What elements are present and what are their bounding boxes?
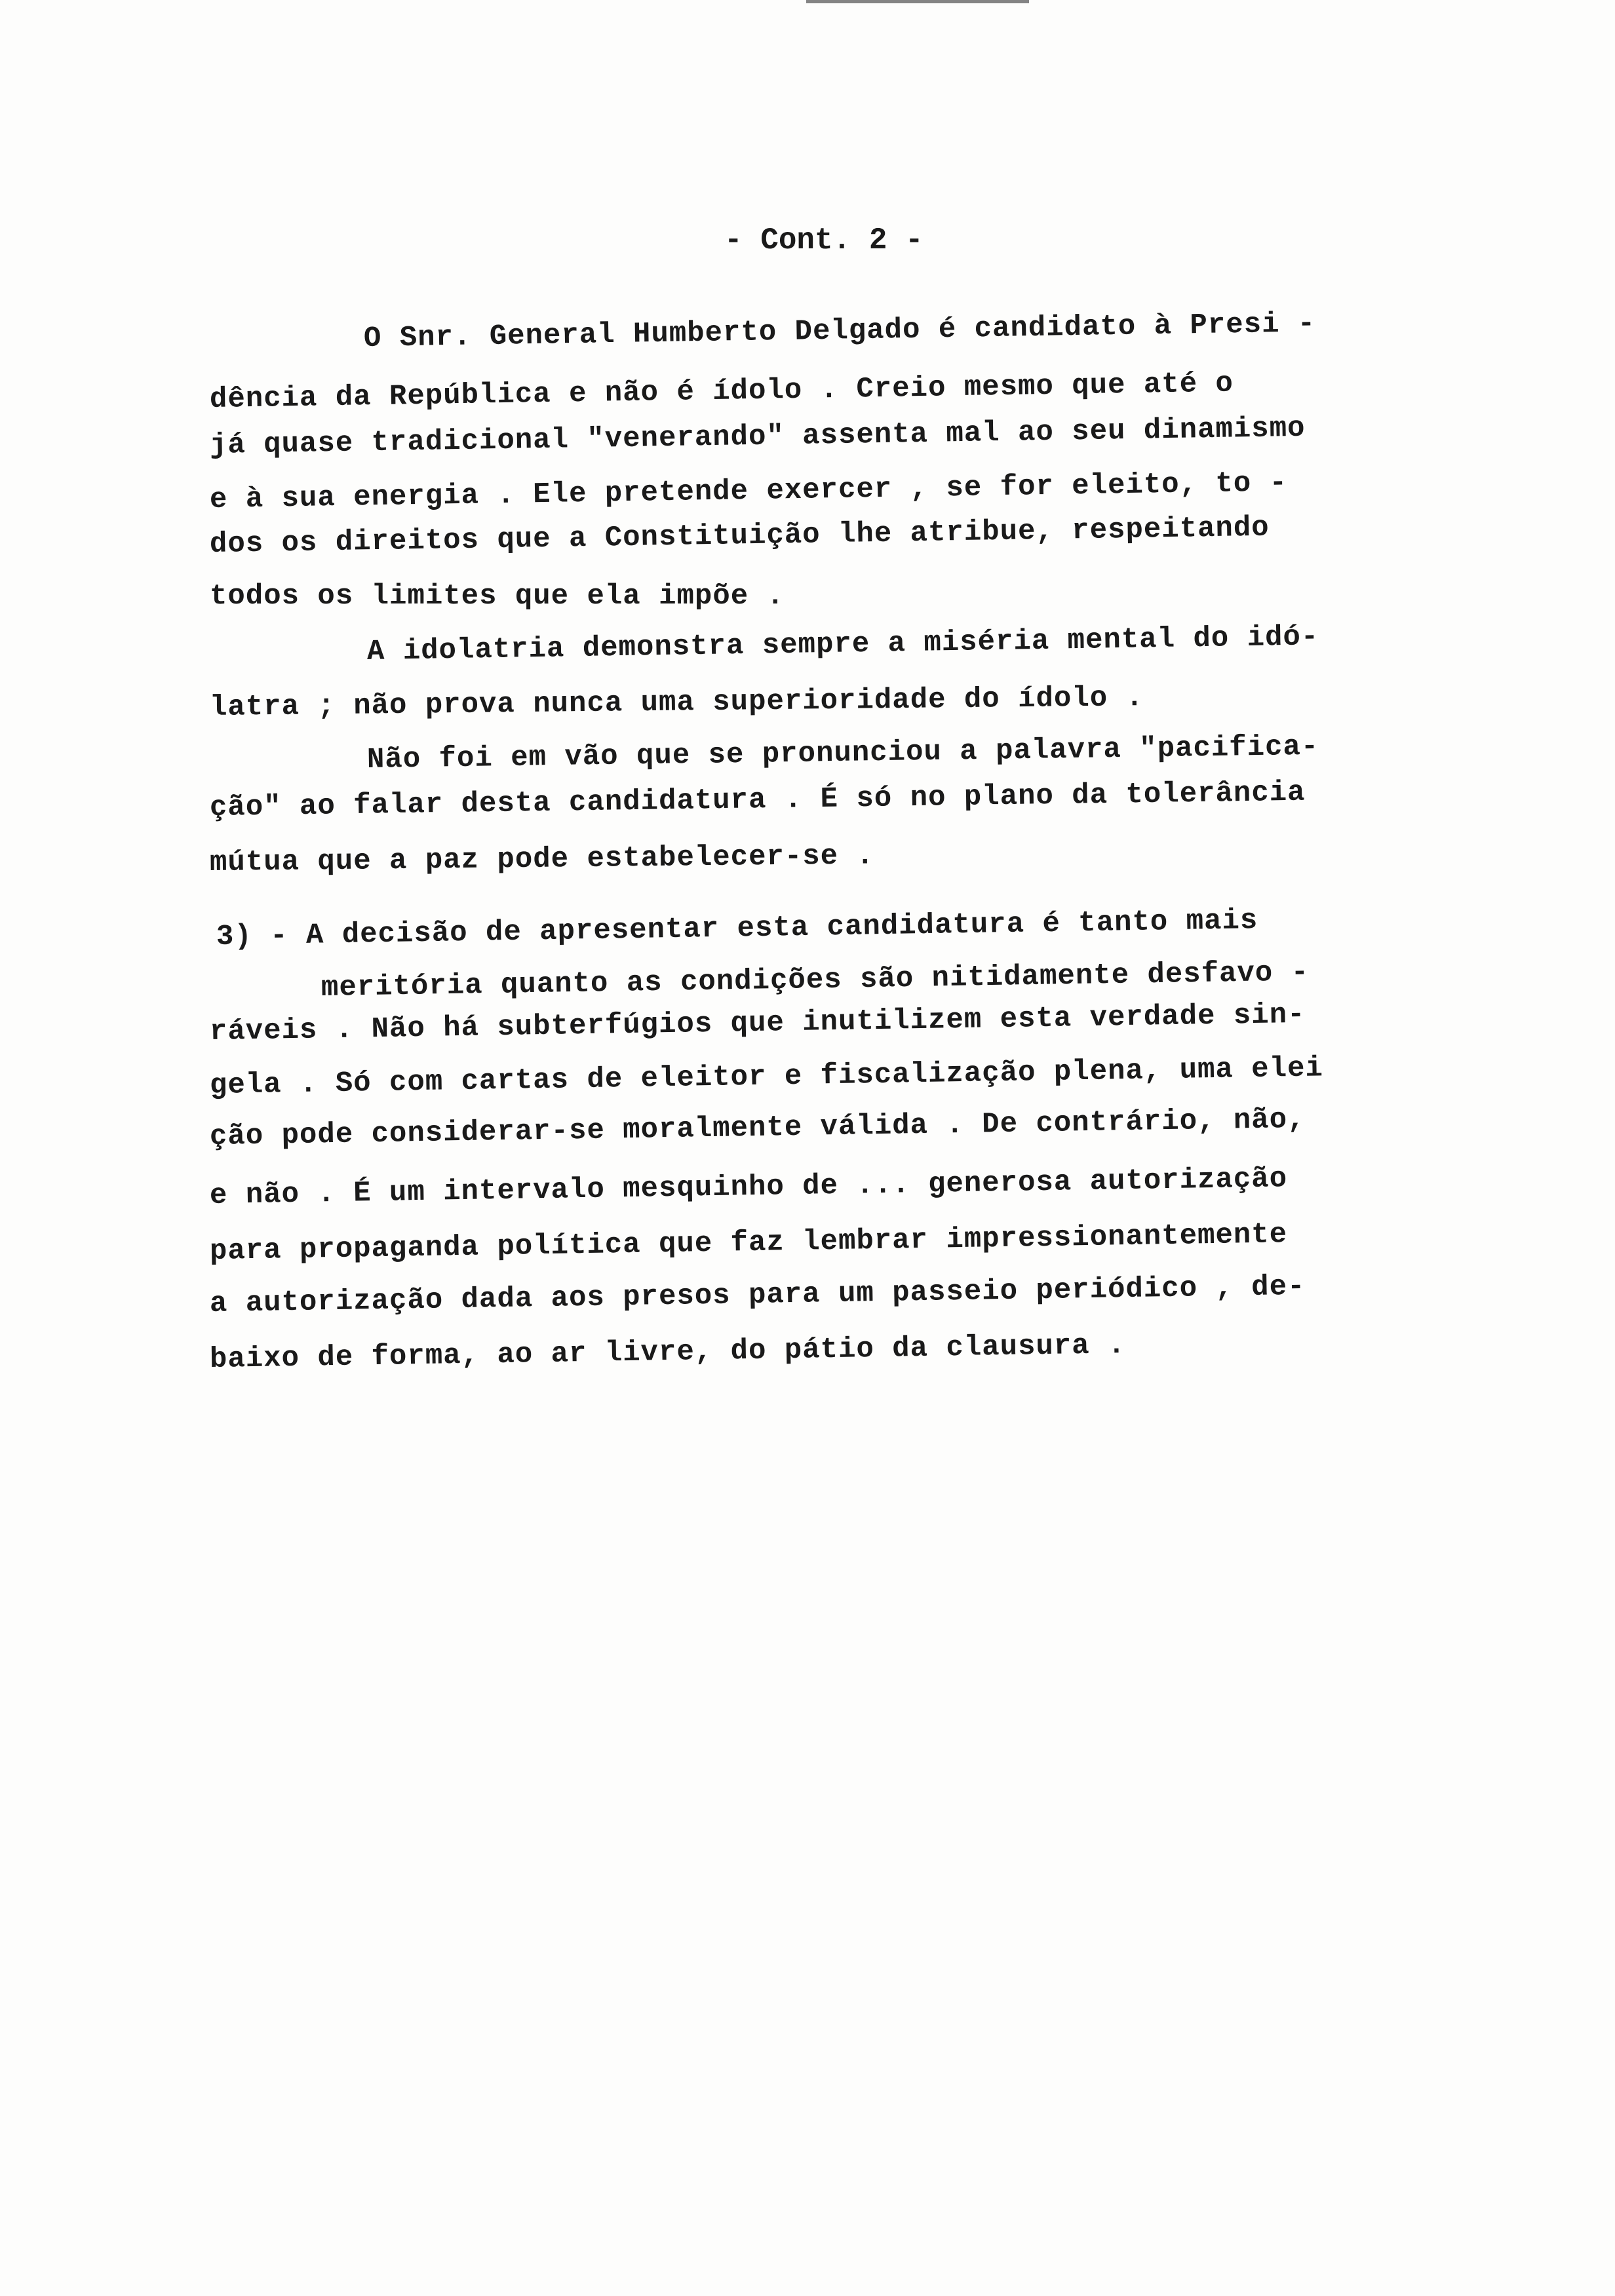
page-continuation-label: - Cont. 2 - <box>724 223 924 258</box>
text-line: ção" ao falar desta candidatura . É só no plano da tolerância <box>209 776 1306 824</box>
text-line: baixo de forma, ao ar livre, do pátio da clausura . <box>209 1329 1126 1376</box>
text-line: já quase tradicional "venerando" assenta mal ao seu dinamismo <box>209 411 1306 462</box>
text-line: A idolatria demonstra sempre a miséria mental do idó- <box>366 621 1319 668</box>
text-line: meritória quanto as condições são nitidamente desfavo - <box>321 956 1310 1004</box>
text-line: 3) - A decisão de apresentar esta candidatura é tanto mais <box>216 904 1258 953</box>
top-edge-mark <box>806 0 1029 3</box>
text-line: todos os limites que ela impõe . <box>210 580 785 613</box>
text-line: ráveis . Não há subterfúgios que inutilizem esta verdade sin- <box>209 998 1306 1048</box>
text-line: latra ; não prova nunca uma superioridade do ídolo . <box>209 681 1144 724</box>
text-line: dos os direitos que a Constituição lhe atribue, respeitando <box>209 511 1270 561</box>
text-line: para propaganda política que faz lembrar impressionantemente <box>209 1218 1288 1268</box>
text-line: e não . É um intervalo mesquinho de ... generosa autorização <box>209 1162 1288 1212</box>
text-line: gela . Só com cartas de eleitor e fiscalização plena, uma elei <box>209 1052 1324 1102</box>
text-line: a autorização dada aos presos para um passeio periódico , de- <box>209 1270 1306 1320</box>
text-line: Não foi em vão que se pronunciou a palavra "pacifica- <box>366 730 1319 776</box>
text-line: e à sua energia . Ele pretende exercer , se for eleito, to - <box>209 467 1288 516</box>
text-line: O Snr. General Humberto Delgado é candidato à Presi - <box>363 307 1316 355</box>
text-line: mútua que a paz pode estabelecer-se . <box>209 839 875 879</box>
text-line: dência da República e não é ídolo . Creio mesmo que até o <box>209 367 1234 416</box>
text-line: ção pode considerar-se moralmente válida . De contrário, não, <box>209 1103 1306 1153</box>
